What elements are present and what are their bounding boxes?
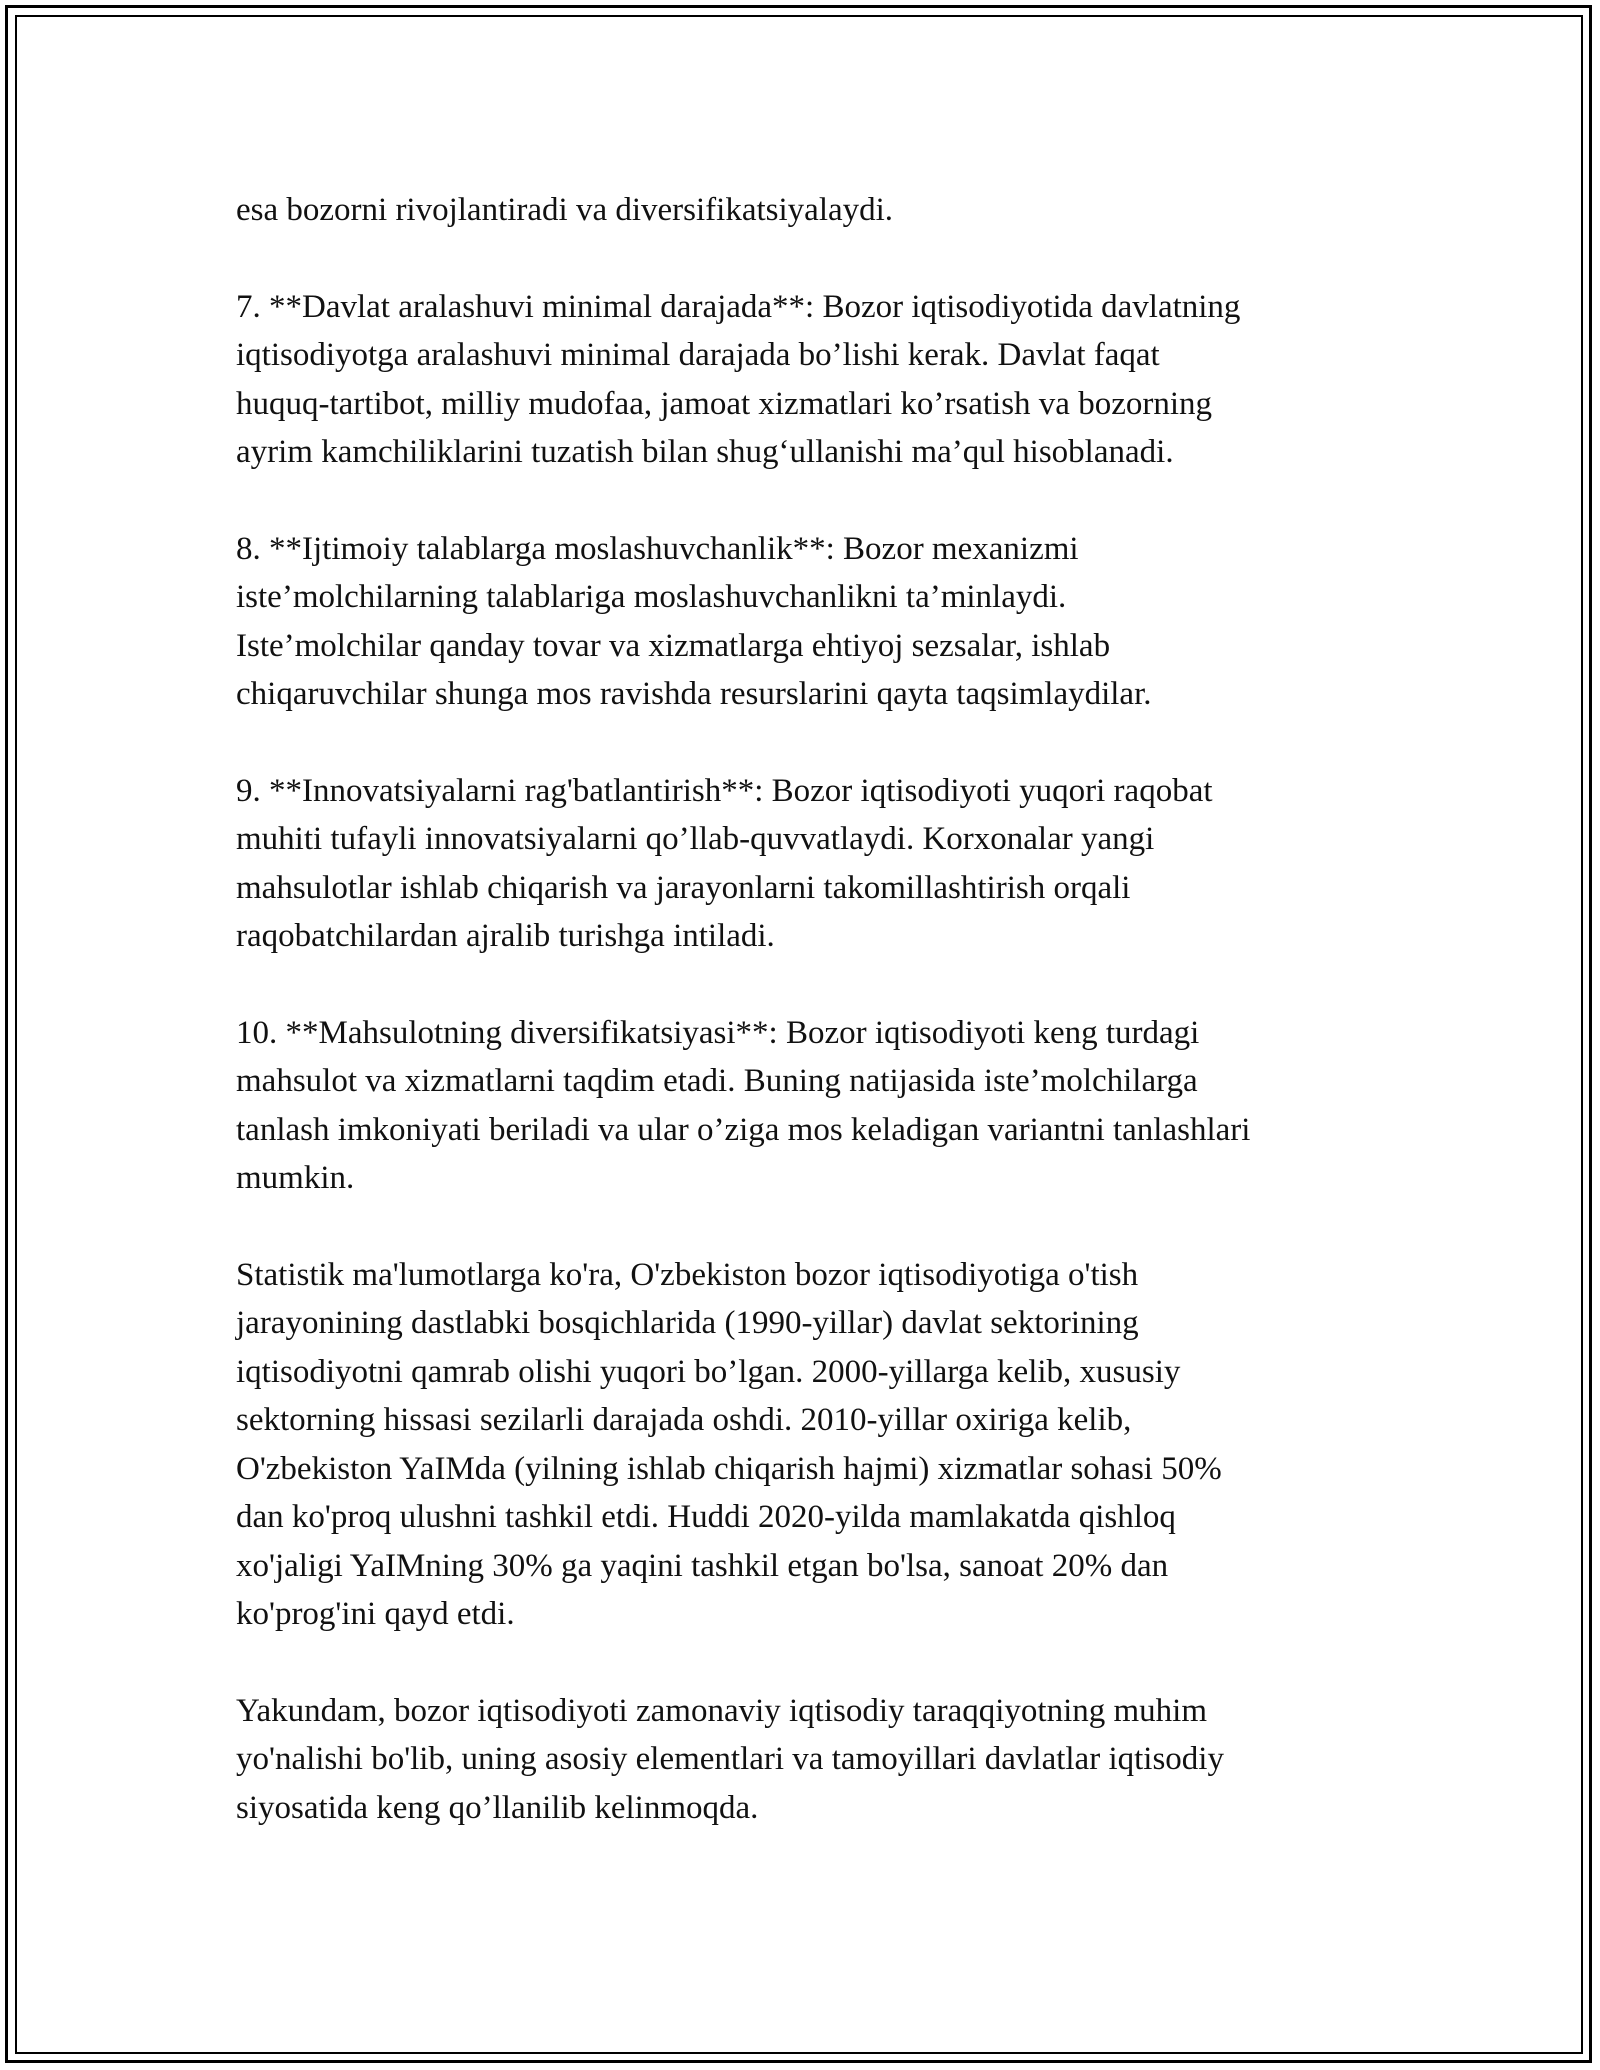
paragraph-point-9: 9. **Innovatsiyalarni rag'batlantirish**: Bozor iqtisodiyoti yuqori raqobat muhiti tufayli innovatsiyalarni qo’llab-quvvatlaydi. Korxonalar yangi mahsulotlar ishlab chiqarish va jarayonlarni takomillashtirish orqali raqobatchilardan ajralib turishga intiladi. bbox=[236, 772, 1213, 954]
paragraph-intro-continuation: esa bozorni rivojlantiradi va diversifikatsiyalaydi. bbox=[236, 192, 894, 228]
paragraph-conclusion: Yakundam, bozor iqtisodiyoti zamonaviy iqtisodiy taraqqiyotning muhim yo'nalishi bo'lib, uning asosiy elementlari va tamoyillari davlatlar iqtisodiy siyosatida keng qo’llanilib kelinmoqda. bbox=[236, 1692, 1224, 1826]
document-body bbox=[236, 186, 1376, 1880]
paragraph-statistics: Statistik ma'lumotlarga ko'ra, O'zbekiston bozor iqtisodiyotiga o'tish jarayonining dastlabki bosqichlarida (1990-yillar) davlat sektorining iqtisodiyotni qamrab olishi yuqori bo’lgan. 2000-yillarga kelib, xususiy sektorning hissasi sezilarli darajada oshdi. 2010-yillar oxiriga kelib, O'zbekiston YaIMda (yilning ishlab chiqarish hajmi) xizmatlar sohasi 50% dan ko'proq ulushni tashkil etdi. Huddi 2020-yilda mamlakatda qishloq xo'jaligi YaIMning 30% ga yaqini tashkil etgan bo'lsa, sanoat 20% dan ko'prog'ini qayd etdi. bbox=[236, 1256, 1222, 1632]
paragraph-point-8: 8. **Ijtimoiy talablarga moslashuvchanlik**: Bozor mexanizmi iste’molchilarning talablariga moslashuvchanlikni ta’minlaydi. Iste’molchilar qanday tovar va xizmatlarga ehtiyoj sezsalar, ishlab chiqaruvchilar shunga mos ravishda resurslarini qayta taqsimlaydilar. bbox=[236, 530, 1152, 712]
paragraph-point-10: 10. **Mahsulotning diversifikatsiyasi**: Bozor iqtisodiyoti keng turdagi mahsulot va xizmatlarni taqdim etadi. Buning natijasida iste’molchilarga tanlash imkoniyati beriladi va ular o’ziga mos keladigan variantni tanlashlari mumkin. bbox=[236, 1014, 1251, 1196]
paragraph-point-7: 7. **Davlat aralashuvi minimal darajada**: Bozor iqtisodiyotida davlatning iqtisodiyotga aralashuvi minimal darajada bo’lishi kerak. Davlat faqat huquq-tartibot, milliy mudofaa, jamoat xizmatlari ko’rsatish va bozorning ayrim kamchiliklarini tuzatish bilan shug‘ullanishi ma’qul hisoblanadi. bbox=[236, 288, 1241, 470]
